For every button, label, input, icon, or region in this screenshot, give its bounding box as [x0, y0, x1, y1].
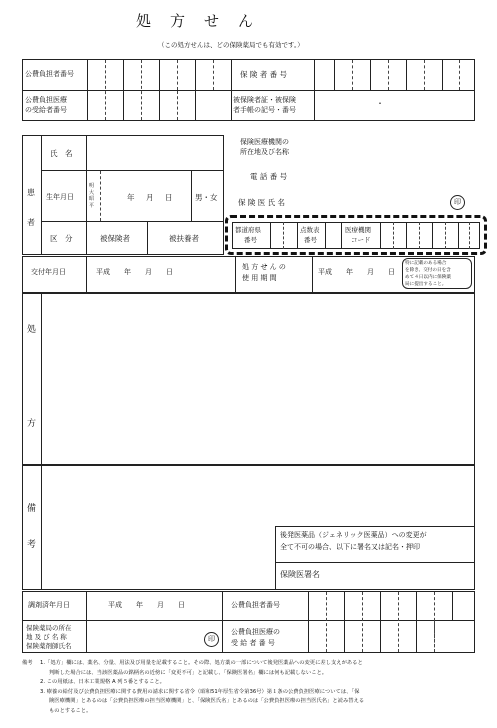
name-label: 氏 名 — [50, 149, 73, 158]
pharmacy-label-3: 保険薬剤師氏名 — [26, 642, 72, 650]
bottom-jukyusha-label-1: 公費負担医療の — [231, 628, 280, 636]
era-heisei: 平 — [89, 202, 95, 209]
pharmacist-seal-char: 印 — [208, 635, 215, 643]
issue-date-value: 平成 年 月 日 — [96, 268, 173, 276]
notes-line-3: 2. この用紙は、日本工業規格 A 列５番とすること。 — [40, 679, 165, 685]
era-list — [89, 183, 94, 209]
period-date-value: 平成 年 月 日 — [318, 268, 395, 276]
pharmacist-seal — [204, 632, 219, 647]
pharmacy-label-2: 地 及 び 名 称 — [26, 633, 67, 641]
prescription-area — [22, 293, 475, 465]
phone-label: 電 話 番 号 — [250, 172, 288, 181]
notes-line-6: ものとすること。 — [49, 707, 92, 714]
hihokensha-dot: ・ — [376, 99, 384, 108]
period-label-2: 使 用 期 間 — [242, 274, 277, 282]
doctor-label: 保 険 医 氏 名 — [238, 198, 286, 207]
remarks-area — [22, 465, 475, 590]
doctor-signature-label: 保険医署名 — [280, 570, 320, 579]
notes-line-5: 険医療機関」とあるのは「公費負担医療の担当医療機関」と、「保険医氏名」とあるのは「公費負担医療の担当医氏名」と読み替える — [49, 698, 365, 704]
pref-number-label-2: 番号 — [244, 236, 257, 244]
dispense-date-value: 平成 年 月 日 — [108, 601, 185, 609]
hihokensha-label-1: 被保険者証・被保険 — [233, 96, 296, 104]
patient-side-char-1: 患 — [27, 188, 35, 197]
period-note-line-3: めて４日以内に保険薬 — [405, 275, 451, 280]
birth-date-text: 年 月 日 — [127, 193, 175, 202]
doctor-seal-char: 印 — [454, 198, 461, 206]
notes-line-1: 1.「処方」欄には、薬名、分量、用法及び用量を記載すること。その際、処方薬の一部について後発医薬品への変更に差し支えがあると — [40, 660, 363, 666]
score-table-label-2: 番号 — [304, 236, 317, 244]
generic-note-2: 全て不可の場合、以下に署名又は記名・押印 — [280, 543, 420, 551]
futansha-label: 公費負担者番号 — [25, 70, 74, 78]
notes-line-4: 3. 療養の給付及び公費負担医療に関する費用の請求に関する省令（昭和51年厚生省令第36号）第１条の公費負担医療については、「保 — [40, 688, 360, 695]
institution-code-label-1: 医療機関 — [345, 226, 371, 234]
sex-text: 男・女 — [195, 193, 218, 202]
birth-label: 生年月日 — [46, 193, 74, 201]
insured-label: 被保険者 — [100, 234, 130, 243]
notes-heading: 備考 — [22, 660, 33, 666]
remarks-char-2: 考 — [27, 540, 37, 550]
pref-number-label-1: 都道府県 — [235, 226, 261, 234]
notes-line-2: 判断した場合には、当該医薬品の銘柄名の近傍に「変更不可」と記載し、「保険医署名」欄には何も記載しないこと。 — [49, 669, 328, 676]
period-label-1: 処 方 せ ん の — [242, 263, 286, 271]
jukyusha-label-1: 公費負担医療 — [25, 96, 67, 104]
period-note-line-1: 特に記載のある場合 — [405, 261, 447, 266]
score-table-label-1: 点数表 — [300, 226, 320, 234]
issue-date-label: 交付年月日 — [31, 268, 66, 276]
institution-address-2: 所在地及び名称 — [240, 148, 289, 156]
era-showa: 昭 — [89, 196, 95, 202]
page-title: 処 方 せ ん — [136, 12, 256, 30]
institution-address-1: 保険医療機関の — [240, 138, 289, 146]
period-note — [402, 258, 472, 289]
period-note-line-4: 局に提出すること。 — [405, 282, 447, 287]
era-meiji: 明 — [89, 183, 95, 189]
generic-note-1: 後発医薬品（ジェネリック医薬品）への変更が — [280, 531, 427, 539]
bottom-jukyusha-label-2: 受 給 者 番 号 — [231, 639, 275, 647]
remarks-char-1: 備 — [27, 504, 37, 514]
pharmacy-label-1: 保険薬局の所在 — [26, 624, 72, 632]
era-taisho: 大 — [89, 189, 95, 196]
prescription-char-2: 方 — [27, 419, 37, 429]
patient-side-char-2: 者 — [27, 218, 35, 227]
bottom-futansha-label: 公費負担者番号 — [231, 601, 280, 609]
jukyusha-label-2: の受給者番号 — [25, 106, 67, 114]
pharmacy-label — [26, 624, 72, 651]
patient-side-label — [27, 178, 35, 238]
hihokensha-label-2: 者手帳の記号・番号 — [233, 106, 296, 114]
doctor-seal — [450, 195, 465, 210]
dependent-label: 被扶養者 — [169, 234, 199, 243]
institution-code-label-2: コード — [351, 236, 371, 244]
period-note-line-2: を除き、交付の日を含 — [405, 268, 451, 273]
prescription-char-1: 処 — [27, 325, 37, 335]
notes-block — [22, 659, 482, 716]
subtitle: （この処方せんは、どの保険薬局でも有効です。） — [158, 41, 304, 49]
dispense-date-label: 調剤済年月日 — [28, 601, 70, 609]
category-label: 区 分 — [50, 234, 73, 243]
hokensha-label: 保 険 者 番 号 — [240, 70, 288, 79]
